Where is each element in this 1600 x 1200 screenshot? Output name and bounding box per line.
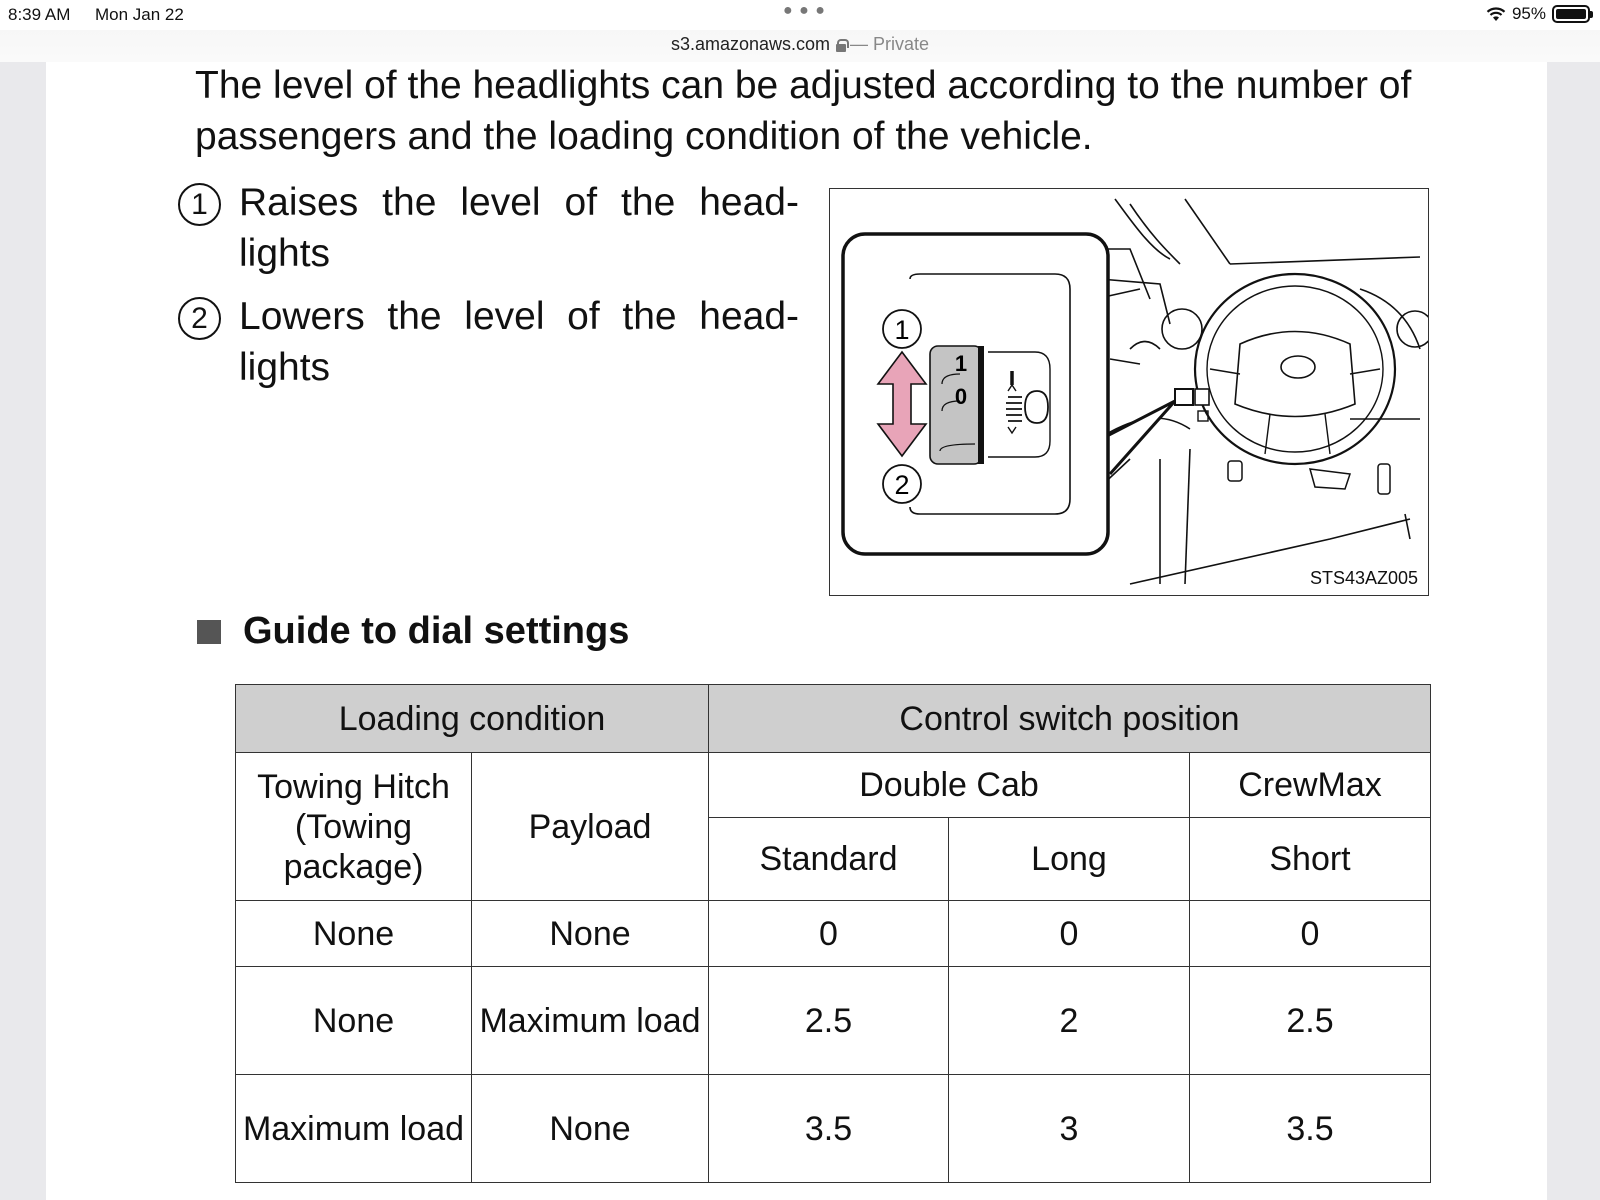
figure-code: STS43AZ005 (1309, 568, 1418, 588)
callout-label-1: 1 (894, 315, 910, 345)
square-bullet-icon (197, 620, 221, 644)
status-date: Mon Jan 22 (95, 5, 184, 24)
table-row (236, 1075, 1431, 1183)
battery-percent: 95% (1511, 4, 1546, 23)
steering-hub (1235, 332, 1355, 417)
header-crewmax: CrewMax (1190, 753, 1431, 818)
cell-standard: 2.5 (709, 967, 949, 1075)
step-text-2: Lowers the level of the head-lights (239, 295, 799, 389)
table-row (236, 967, 1431, 1075)
cell-hitch: Maximum load (236, 1075, 472, 1183)
pedal-1 (1228, 461, 1242, 481)
gauge-left (1162, 309, 1202, 349)
header-standard: Standard (709, 818, 949, 901)
url-display[interactable] (671, 34, 929, 55)
cell-long: 0 (949, 901, 1190, 967)
header-control-switch-position: Control switch position (709, 685, 1431, 753)
cell-hitch: None (236, 901, 472, 967)
cell-long: 2 (949, 967, 1190, 1075)
header-payload: Payload (472, 753, 709, 901)
switch-location-2 (1195, 389, 1209, 405)
cell-payload: Maximum load (472, 967, 709, 1075)
cell-long: 3 (949, 1075, 1190, 1183)
address-bar[interactable] (0, 30, 1600, 62)
cell-payload: None (472, 1075, 709, 1183)
header-long: Long (949, 818, 1190, 901)
status-right (1486, 4, 1590, 24)
cell-short: 3.5 (1190, 1075, 1431, 1183)
dashboard-illustration (830, 189, 1429, 596)
cell-standard: 0 (709, 901, 949, 967)
status-time: 8:39 AM (8, 5, 71, 24)
cell-payload: None (472, 901, 709, 967)
switch-location-1 (1175, 389, 1193, 405)
dashboard-lines (1095, 199, 1420, 584)
steering-emblem (1281, 356, 1315, 378)
headlight-dial-figure (829, 188, 1429, 596)
url-text: s3.amazonaws.com (670, 34, 831, 54)
dial-label-0: 0 (954, 384, 968, 409)
step-lower (178, 291, 799, 393)
step-number-1: 1 (178, 183, 221, 226)
status-bar (0, 0, 1600, 30)
step-number-2: 2 (178, 297, 221, 340)
multitasking-dots-icon[interactable]: ● ● ● (783, 2, 826, 19)
gauge-right (1397, 311, 1429, 347)
header-loading-condition: Loading condition (236, 685, 709, 753)
pedal-2 (1310, 469, 1350, 489)
header-towing-hitch: Towing Hitch (Towing package) (236, 753, 472, 901)
step-text-1: Raises the level of the head-lights (239, 181, 799, 275)
header-double-cab: Double Cab (709, 753, 1190, 818)
intro-paragraph: The level of the headlights can be adjusted according to the number of passengers and the loading condition of the vehicle. (195, 64, 1412, 158)
cell-short: 2.5 (1190, 967, 1431, 1075)
header-short: Short (1190, 818, 1431, 901)
callout-label-2: 2 (894, 470, 910, 500)
wifi-icon (1486, 6, 1506, 22)
table-row (236, 901, 1431, 967)
section-heading (197, 610, 629, 653)
cell-hitch: None (236, 967, 472, 1075)
steering-wheel-outer (1195, 274, 1395, 464)
dial-label-1: 1 (954, 351, 968, 376)
page-gutter-right (1547, 62, 1600, 1200)
cell-short: 0 (1190, 901, 1431, 967)
step-raise (178, 177, 799, 279)
section-title: Guide to dial settings (243, 610, 630, 652)
private-label: — Private (850, 34, 930, 54)
battery-icon (1552, 5, 1590, 23)
cell-standard: 3.5 (709, 1075, 949, 1183)
callout-pointer (1105, 401, 1175, 474)
page-gutter-left (0, 62, 46, 1200)
pedal-3 (1378, 464, 1390, 494)
steering-wheel-inner (1207, 286, 1383, 452)
lock-icon (836, 39, 846, 51)
dial-settings-table (235, 684, 1431, 1183)
